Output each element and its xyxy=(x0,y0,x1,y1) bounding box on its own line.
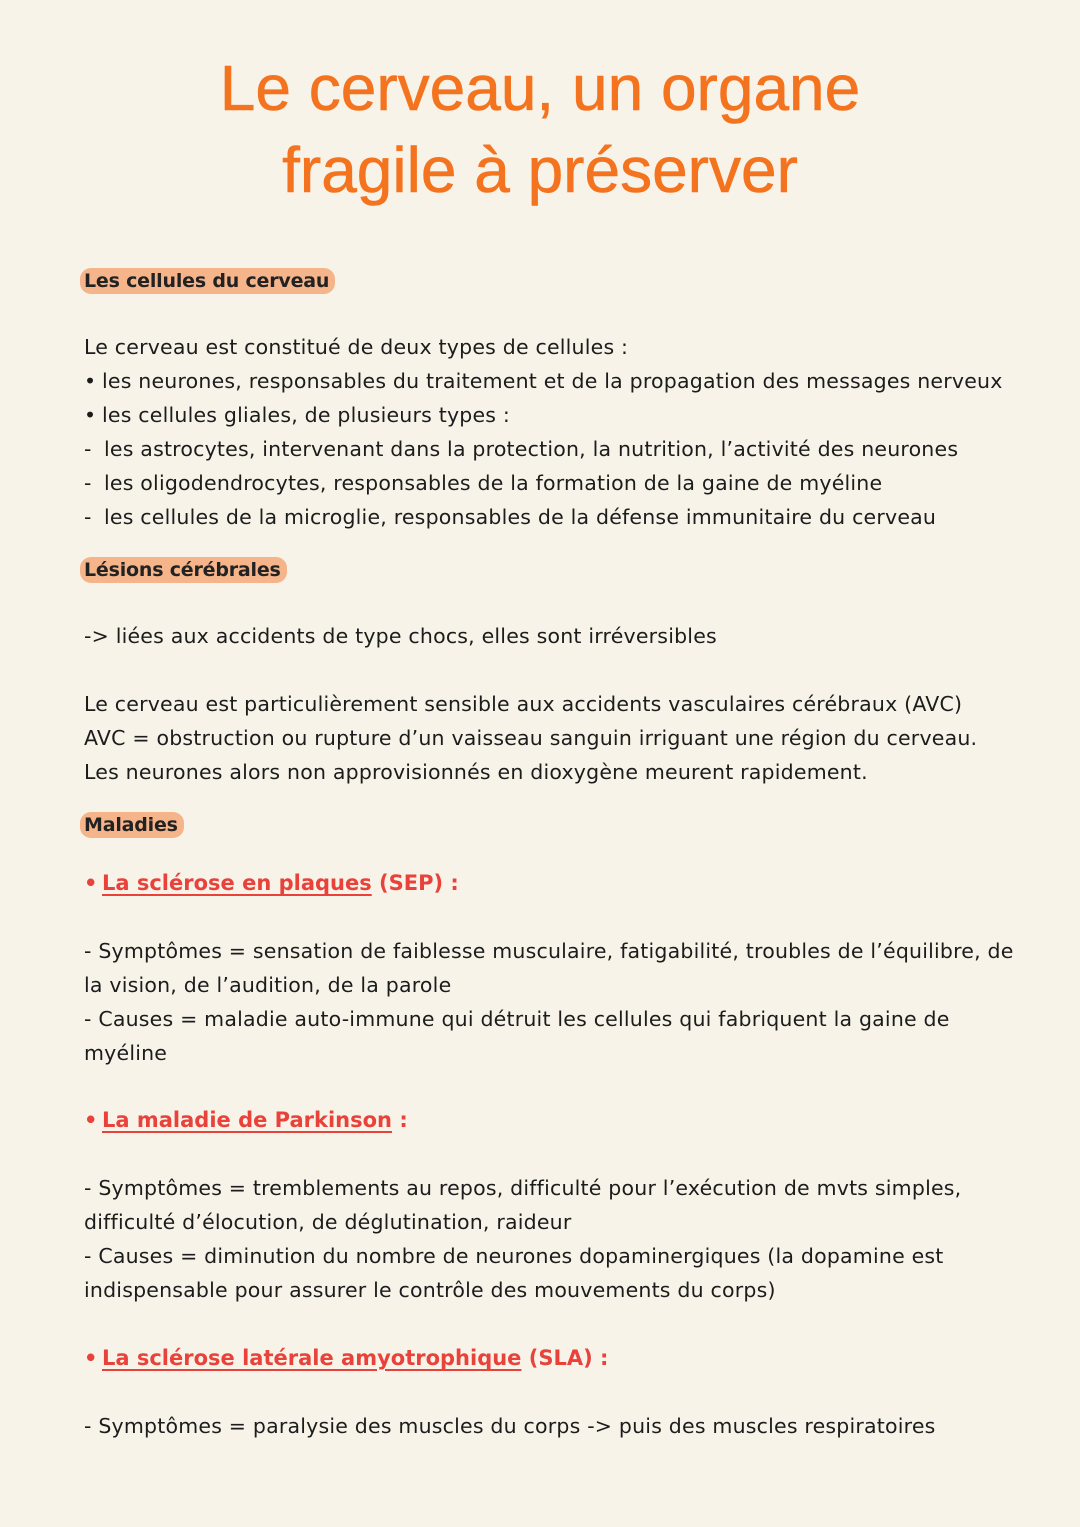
cells-intro: Le cerveau est constitué de deux types de cellules : xyxy=(84,335,629,359)
list-item: • les neurones, responsables du traitement et de la propagation des messages nerveux xyxy=(84,364,1003,398)
section-heading-lesions: Lésions cérébrales xyxy=(80,557,287,583)
section-heading-cells: Les cellules du cerveau xyxy=(80,268,335,294)
sep-symptoms-line: - Symptômes = sensation de faiblesse musculaire, fatigabilité, troubles de l’équilibre, de xyxy=(84,939,1014,963)
sep-causes-line: myéline xyxy=(84,1041,168,1065)
list-item: • les cellules gliales, de plusieurs types : xyxy=(84,398,510,432)
lesions-paragraph-line: AVC = obstruction ou rupture d’un vaisseau sanguin irriguant une région du cerveau. xyxy=(84,726,978,750)
page-title-line-2: fragile à préserver xyxy=(282,134,798,206)
dash-icon: - xyxy=(84,505,92,529)
disease-title-sep: • La sclérose en plaques (SEP) : xyxy=(84,866,459,900)
parkinson-symptoms-line: difficulté d’élocution, de déglutination, raideur xyxy=(84,1210,572,1234)
dash-icon: - xyxy=(84,437,92,461)
section-heading-diseases: Maladies xyxy=(80,812,184,838)
bullet-icon: • xyxy=(84,1346,98,1370)
bullet-icon: • xyxy=(84,1108,98,1132)
lesions-paragraph-line: Les neurones alors non approvisionnés en dioxygène meurent rapidement. xyxy=(84,760,868,784)
dash-icon: - xyxy=(84,471,92,495)
sla-symptoms-line: - Symptômes = paralysie des muscles du corps -> puis des muscles respiratoires xyxy=(84,1414,936,1438)
bullet-icon: • xyxy=(84,871,98,895)
lesions-arrow-line: -> liées aux accidents de type chocs, elles sont irréversibles xyxy=(84,624,717,648)
lesions-paragraph-line: Le cerveau est particulièrement sensible aux accidents vasculaires cérébraux (AVC) xyxy=(84,692,963,716)
sep-symptoms-line: la vision, de l’audition, de la parole xyxy=(84,973,452,997)
list-item: - les oligodendrocytes, responsables de la formation de la gaine de myéline xyxy=(84,466,882,500)
bullet-icon: • xyxy=(84,403,97,427)
disease-title-sla: • La sclérose latérale amyotrophique (SLA) : xyxy=(84,1341,608,1375)
page-title-line-1: Le cerveau, un organe xyxy=(219,52,861,124)
list-item: - les cellules de la microglie, responsables de la défense immunitaire du cerveau xyxy=(84,500,936,534)
parkinson-causes-line: - Causes = diminution du nombre de neurones dopaminergiques (la dopamine est xyxy=(84,1244,944,1268)
disease-title-parkinson: • La maladie de Parkinson : xyxy=(84,1103,408,1137)
list-item: - les astrocytes, intervenant dans la protection, la nutrition, l’activité des neurones xyxy=(84,432,958,466)
sep-causes-line: - Causes = maladie auto-immune qui détruit les cellules qui fabriquent la gaine de xyxy=(84,1007,950,1031)
parkinson-symptoms-line: - Symptômes = tremblements au repos, difficulté pour l’exécution de mvts simples, xyxy=(84,1176,962,1200)
parkinson-causes-line: indispensable pour assurer le contrôle des mouvements du corps) xyxy=(84,1278,776,1302)
bullet-icon: • xyxy=(84,369,97,393)
